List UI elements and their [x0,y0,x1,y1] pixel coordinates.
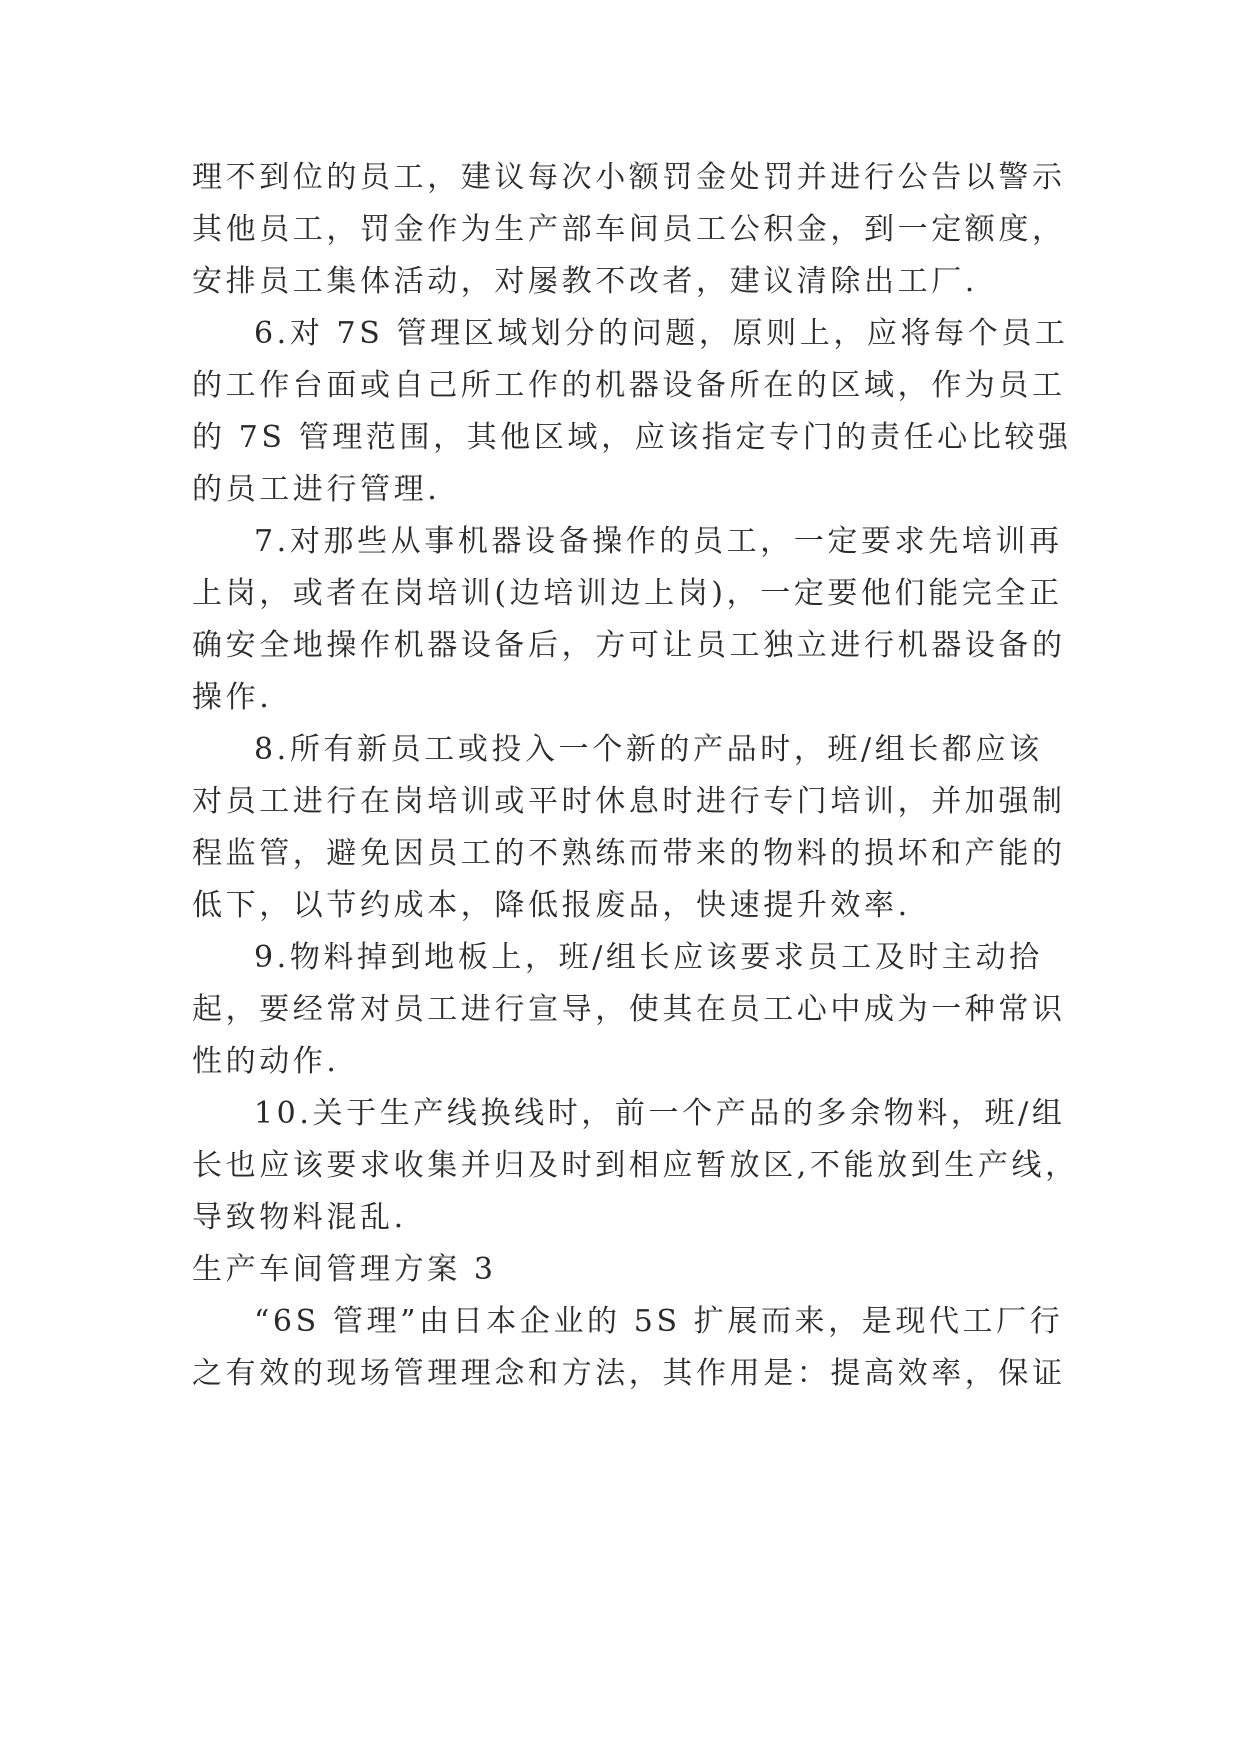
text-line: 理不到位的员工，建议每次小额罚金处罚并进行公告以警示 [192,160,1066,195]
section-heading: 生产车间管理方案 3 [192,1252,497,1287]
text-line: 确安全地操作机器设备后，方可让员工独立进行机器设备的 [192,628,1066,663]
text-line: 性的动作. [192,1044,340,1079]
text-line: 上岗，或者在岗培训(边培训边上岗)，一定要他们能完全正 [192,576,1063,611]
text-line: 安排员工集体活动，对屡教不改者，建议清除出工厂. [192,264,978,299]
paragraph-start-item-8: 8.所有新员工或投入一个新的产品时，班/组长都应该 [254,732,1043,767]
text-line: 对员工进行在岗培训或平时休息时进行专门培训，并加强制 [192,784,1066,819]
text-line: 其他员工，罚金作为生产部车间员工公积金，到一定额度， [192,212,1066,247]
paragraph-start-item-6: 6.对 7S 管理区域划分的问题，原则上，应将每个员工 [254,316,1069,351]
text-line: 的员工进行管理. [192,472,441,507]
text-line: 起，要经常对员工进行宣导，使其在员工心中成为一种常识 [192,992,1066,1027]
text-line: 长也应该要求收集并归及时到相应暂放区,不能放到生产线， [192,1148,1079,1183]
paragraph-start-item-10: 10.关于生产线换线时，前一个产品的多余物料，班/组 [254,1096,1066,1131]
text-line: 之有效的现场管理理念和方法，其作用是：提高效率，保证 [192,1356,1066,1391]
text-line: 低下，以节约成本，降低报废品，快速提升效率. [192,888,911,923]
text-line: 操作. [192,680,273,715]
paragraph-start-6s: “6S 管理”由日本企业的 5S 扩展而来，是现代工厂行 [254,1304,1064,1339]
text-line: 的工作台面或自己所工作的机器设备所在的区域，作为员工 [192,368,1066,403]
text-line: 导致物料混乱. [192,1200,407,1235]
paragraph-start-item-9: 9.物料掉到地板上，班/组长应该要求员工及时主动拾 [254,940,1043,975]
text-line: 的 7S 管理范围，其他区域，应该指定专门的责任心比较强 [192,420,1072,455]
text-line: 程监管，避免因员工的不熟练而带来的物料的损坏和产能的 [192,836,1066,871]
paragraph-start-item-7: 7.对那些从事机器设备操作的员工，一定要求先培训再 [254,524,1063,559]
